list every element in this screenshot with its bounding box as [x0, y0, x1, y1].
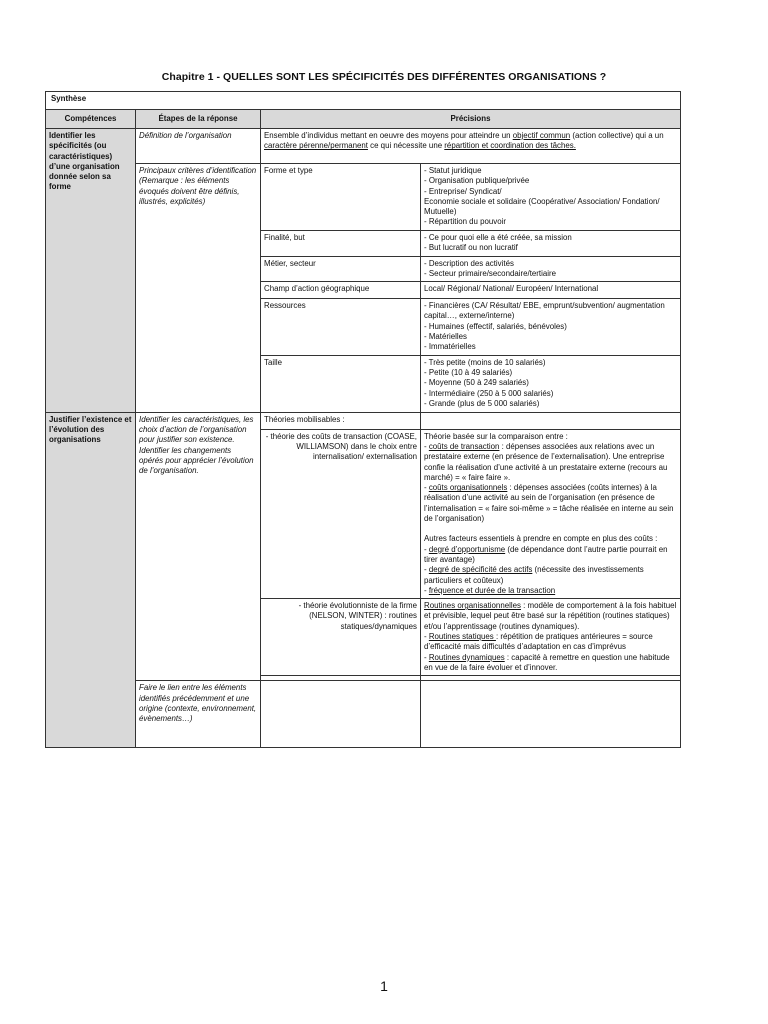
- step-criteria: Principaux critères d’identification (Remarque : les éléments évoqués doivent être définis, illustrés, explicités): [136, 164, 261, 413]
- criterion-details: - Ce pour quoi elle a été créée, sa mission - But lucratif ou non lucratif: [421, 231, 681, 257]
- criterion-details: - Très petite (moins de 10 salariés) - Petite (10 à 49 salariés) - Moyenne (50 à 249 salariés) - Intermédiaire (250 à 5 000 salariés) - Grande (plus de 5 000 salariés): [421, 355, 681, 412]
- table-row: [46, 412, 681, 429]
- empty-cell: [421, 412, 681, 429]
- table-row: [46, 164, 681, 231]
- theory-evolution-label: - théorie évolutionniste de la firme (NELSON, WINTER) : routines statiques/dynamiques: [261, 599, 421, 676]
- step-identify: Identifier les caractéristiques, les choix d’action de l’organisation pour justifier son existence. Identifier les changements opérés pour apprécier l’évolution de l’organisation.: [136, 412, 261, 681]
- table-caption: Synthèse: [46, 92, 681, 110]
- theory-evolution-details: Routines organisationnelles : modèle de comportement à la fois habituel et prévisible, lequel peut être basé sur la répétition (routines statiques) et/ou l’apprentissage (routines dynamiques). - Routines statiques : répétition de pratiques antérieures = source d’efficacité mais difficultés d’adaptation en cas d’imprévus - Routines dynamiques : capacité à remettre en question une habitude en vue de la faire évoluer et d’innover.: [421, 599, 681, 676]
- criterion-details: - Description des activités - Secteur primaire/secondaire/tertiaire: [421, 256, 681, 282]
- empty-cell: [261, 681, 421, 748]
- criterion-label: Forme et type: [261, 164, 421, 231]
- criterion-label: Ressources: [261, 299, 421, 355]
- header-competences: Compétences: [46, 110, 136, 129]
- header-etapes: Étapes de la réponse: [136, 110, 261, 129]
- competence-identifier: Identifier les spécificités (ou caractéristiques) d’une organisation donnée selon sa forme: [46, 129, 136, 413]
- criterion-label: Champ d’action géographique: [261, 282, 421, 299]
- criterion-details: - Statut juridique - Organisation publique/privée - Entreprise/ Syndicat/ Economie sociale et solidaire (Coopérative/ Association/ Fondation/ Mutuelle) - Répartition du pouvoir: [421, 164, 681, 231]
- table-row: [46, 681, 681, 748]
- page-title: Chapitre 1 - QUELLES SONT LES SPÉCIFICITÉS DES DIFFÉRENTES ORGANISATIONS ?: [161, 71, 607, 83]
- theory-transaction-details: Théorie basée sur la comparaison entre : - coûts de transaction : dépenses associées aux relations avec un prestataire externe (en présence de l’externalisation). Une entreprise confie la réalisation d’une activité à un prestataire externe (recours au marché) = « faire faire ». - coûts organisationnels : dépenses associées (coûts internes) à la réalisation d’une activité au sein de l’organisation (en présence de l’internalisation = « faire soi-même » = tâche réalisée en interne au sein de l’organisation) Autres facteurs essentiels à prendre en compte en plus des coûts : - degré d’opportunisme (de dépendance dont l’autre partie pourrait en tirer avantage) - degré de spécificité des actifs (nécessite des investissements particuliers et coûteux) - fréquence et durée de la transaction: [421, 429, 681, 598]
- definition-text: Ensemble d’individus mettant en oeuvre des moyens pour atteindre un objectif commun (action collective) qui a un caractère pérenne/permanent ce qui nécessite une répartition et coordination des tâches.: [261, 129, 681, 164]
- empty-cell: [421, 681, 681, 748]
- step-link: Faire le lien entre les éléments identifiés précédemment et une origine (contexte, environnement, évènements…): [136, 681, 261, 748]
- criterion-details: - Financières (CA/ Résultat/ EBE, emprunt/subvention/ augmentation capital…, externe/interne) - Humaines (effectif, salariés, bénévoles) - Matérielles - Immatérielles: [421, 299, 681, 355]
- criterion-label: Taille: [261, 355, 421, 412]
- competence-justifier: Justifier l’existence et l’évolution des organisations: [46, 412, 136, 748]
- page-number: 1: [380, 978, 388, 994]
- theories-label: Théories mobilisables :: [261, 412, 421, 429]
- theory-transaction-label: - théorie des coûts de transaction (COASE, WILLIAMSON) dans le choix entre internalisation/ externalisation: [261, 429, 421, 598]
- criterion-details: Local/ Régional/ National/ Européen/ International: [421, 282, 681, 299]
- criterion-label: Métier, secteur: [261, 256, 421, 282]
- step-definition: Définition de l’organisation: [136, 129, 261, 164]
- header-precisions: Précisions: [261, 110, 681, 129]
- table-header-row: [46, 110, 681, 129]
- table-row: [46, 129, 681, 164]
- synthesis-table: [45, 91, 681, 748]
- criterion-label: Finalité, but: [261, 231, 421, 257]
